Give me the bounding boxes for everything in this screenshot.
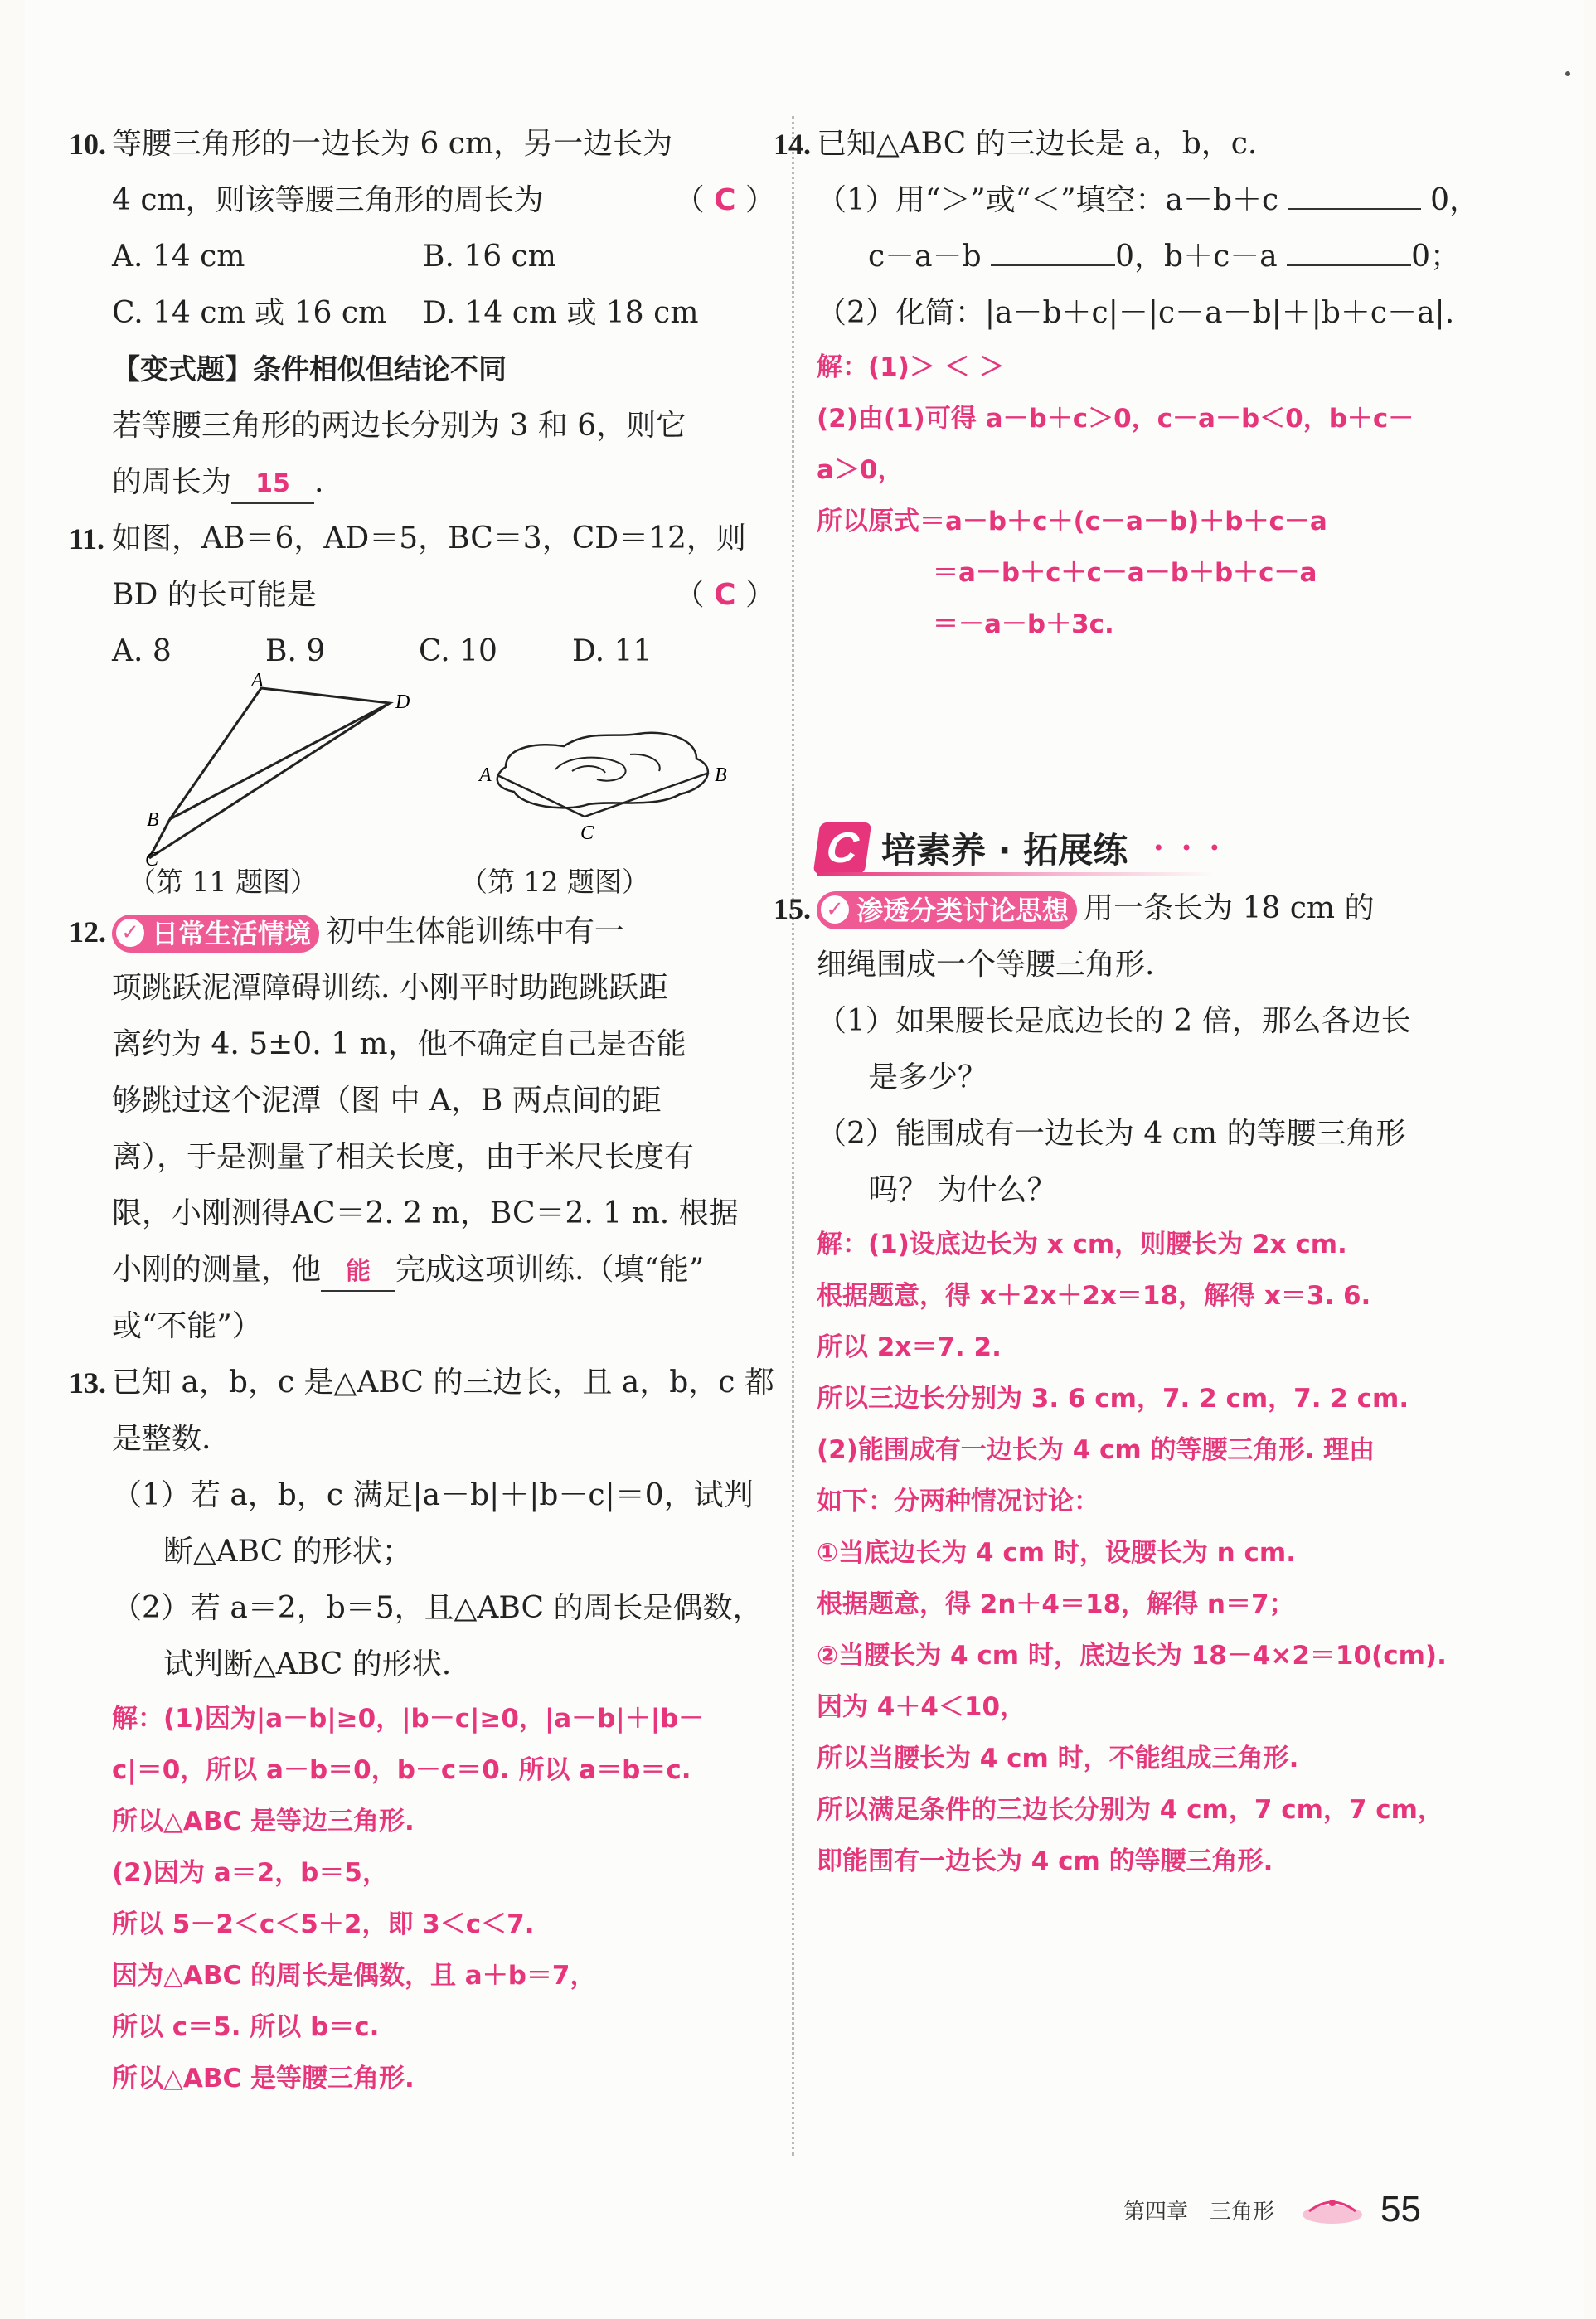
q14-line1: 14. 已知△ABC 的三边长是 a，b，c. [817,116,1497,172]
q13-sol-line: 所以 5－2＜c＜5＋2，即 3＜c＜7. [112,1909,535,1939]
section-dots: • • • [1152,837,1225,860]
fig11-label-a: A [251,670,264,691]
q14-sol-line: ＝－a－b＋3c. [933,609,1114,639]
q15-badge: ✓ 渗透分类讨论思想 [817,891,1077,929]
q15-number: 15. [774,892,811,925]
q11-option-b: B. 9 [265,634,326,668]
q15-sol-line: 根据题意，得 2n＋4＝18，解得 n＝7； [817,1589,1295,1619]
q12-number: 12. [69,915,106,948]
q10-line2 [112,172,775,229]
fig12-label-c: C [580,822,594,844]
q15-solution [817,1219,1497,1887]
variant-answer: 15 [255,469,290,498]
q10-line1 [69,116,775,172]
q13-line1: 13. 已知 a，b，c 是△ABC 的三边长，且 a，b，c 都 [112,1355,775,1411]
q10-answer-bracket: （ C ） [674,183,775,217]
q10-stem-2: 4 cm，则该等腰三角形的周长为 [112,183,544,217]
right-column [774,116,1497,650]
q14-line2: （1）用“＞”或“＜”填空：a－b＋c 0， [817,183,1480,217]
q15-sol-line: 因为 4＋4＜10， [817,1692,1026,1722]
q11-line1 [69,511,775,567]
fig12-label-b: B [715,764,727,786]
q15-sol-line: 所以满足条件的三边长分别为 4 cm，7 cm，7 cm， [817,1795,1443,1825]
q13-sol-line: 因为△ABC 的周长是偶数，且 a＋b＝7， [112,1961,596,1991]
variant-title: 【变式题】条件相似但结论不同 [112,353,507,386]
q15-line2: 细绳围成一个等腰三角形. [817,948,1155,982]
q12-line4: 够跳过这个泥潭（图 中 A，B 两点间的距 [112,1084,662,1118]
q12-answer: 能 [346,1257,371,1286]
q11-option-c: C. 10 [419,634,497,668]
q15-sol-line: 所以 2x＝7. 2. [817,1332,1002,1362]
column-divider [792,116,794,2156]
q12-line6: 限，小刚测得AC＝2. 2 m，BC＝2. 1 m. 根据 [112,1196,739,1230]
figures-svg [112,670,775,871]
q12-line1: 12. ✓ 日常生活情境 初中生体能训练中有一 [112,904,775,960]
q15-sol-line: 解：(1)设底边长为 x cm，则腰长为 2x cm. [817,1230,1347,1259]
q14-sol-line: a＞0， [817,455,904,485]
q11-number: 11. [69,522,105,555]
q12-line2: 项跳跃泥潭障碍训练. 小刚平时助跑跳跃距 [112,971,668,1005]
q10-option-a: A. 14 cm [112,240,245,274]
section-title: 培素养 · 拓展练 [881,830,1128,871]
publisher-logo-icon [1299,2193,1366,2226]
q15-line5: （2）能围成有一边长为 4 cm 的等腰三角形 [817,1117,1406,1151]
q10-option-d: D. 14 cm 或 18 cm [423,296,699,330]
section-letter: C [813,822,872,874]
corner-dot [1565,71,1570,76]
q15-sol-line: ②当腰长为 4 cm 时，底边长为 18－4×2＝10(cm). [817,1641,1447,1671]
q15-sol-line: 所以当腰长为 4 cm 时，不能组成三角形. [817,1744,1299,1773]
q15-block [774,881,1497,1887]
section-header [817,821,1225,876]
q13-number: 13. [69,1366,106,1400]
q15-line1: 15. ✓ 渗透分类讨论思想 用一条长为 18 cm 的 [817,881,1497,937]
q10-options-row2 [112,285,775,342]
q12-line5: 离），于是测量了相关长度，由于米尺长度有 [112,1140,695,1174]
q13-sol-line: 所以△ABC 是等边三角形. [112,1807,415,1836]
q12-badge: ✓ 日常生活情境 [112,915,319,953]
q15-sol-line: (2)能围成有一边长为 4 cm 的等腰三角形. 理由 [817,1435,1375,1465]
q13-line6: 试判断△ABC 的形状. [163,1647,452,1681]
variant-line1: 若等腰三角形的两边长分别为 3 和 6，则它 [112,409,686,443]
q11-answer: C [714,578,736,612]
page-footer [1123,2189,1421,2230]
q14-sol-line: ＝a－b＋c＋c－a－b＋b＋c－a [933,558,1317,588]
q11-option-a: A. 8 [112,634,172,668]
q11-answer-bracket: （ C ） [674,578,775,612]
fig11-caption: （第 11 题图） [129,866,318,898]
q15-sol-line: 如下：分两种情况讨论： [817,1487,1099,1516]
q13-sol-line: (2)因为 a＝2，b＝5， [112,1858,388,1888]
q13-solution [112,1693,775,2104]
q13-line2: 是整数. [112,1422,211,1456]
check-icon: ✓ [116,919,144,947]
q14-number: 14. [774,128,811,161]
q11-options [112,623,775,680]
fig11-label-c: C [145,849,159,871]
q14-sol-line: 所以原式＝a－b＋c＋(c－a－b)＋b＋c－a [817,507,1327,536]
fig11-label-d: D [395,691,410,713]
q10-stem-1: 等腰三角形的一边长为 6 cm，另一边长为 [112,127,673,161]
variant-line2: 的周长为 15 . [112,454,775,511]
q14-line3: c－a－b 0，b＋c－a 0； [868,240,1461,274]
figure-11 [145,670,410,871]
q12-line7: 小刚的测量，他 能 完成这项训练.（填“能” [112,1242,775,1298]
section-underline [817,872,1215,876]
page-number: 55 [1380,2189,1421,2229]
q14-line4: （2）化简：|a－b＋c|－|c－a－b|＋|b＋c－a|. [817,296,1455,330]
q13-line3: （1）若 a，b，c 满足|a－b|＋|b－c|＝0，试判 [112,1478,754,1512]
q10-option-b: B. 16 cm [423,240,556,274]
q13-sol-line: 解：(1)因为|a－b|≥0，|b－c|≥0，|a－b|＋|b－ [112,1704,705,1734]
q15-line3: （1）如果腰长是底边长的 2 倍，那么各边长 [817,1004,1411,1038]
figure-12 [478,733,727,844]
q13-sol-line: 所以 c＝5. 所以 b＝c. [112,2012,380,2042]
q14-sol-line: 解：(1)＞ ＜ ＞ [817,352,1005,382]
left-column [69,116,775,2104]
q11-stem-2: BD 的长可能是 [112,578,317,612]
q10-answer: C [714,183,736,217]
q10-number: 10. [69,128,106,161]
q10-options-row1 [112,229,775,285]
check-icon: ✓ [821,895,849,924]
q15-sol-line: 即能围有一边长为 4 cm 的等腰三角形. [817,1846,1273,1876]
q11-option-d: D. 11 [572,634,652,668]
q15-sol-line: 根据题意，得 x＋2x＋2x＝18，解得 x＝3. 6. [817,1281,1371,1311]
chapter-label: 第四章 三角形 [1123,2199,1275,2224]
q13-sol-line: c|＝0，所以 a－b＝0，b－c＝0. 所以 a＝b＝c. [112,1755,691,1785]
q11-line2 [112,567,775,623]
q12-line3: 离约为 4. 5±0. 1 m，他不确定自己是否能 [112,1027,686,1061]
q11-stem-1: 如图，AB＝6，AD＝5，BC＝3，CD＝12，则 [112,522,746,555]
q13-sol-line: 所以△ABC 是等腰三角形. [112,2064,415,2093]
q15-line4: 是多少？ [868,1060,988,1094]
q14-sol-line: (2)由(1)可得 a－b＋c＞0，c－a－b＜0，b＋c－ [817,404,1414,434]
q15-sol-line: ①当底边长为 4 cm 时，设腰长为 n cm. [817,1538,1296,1568]
q13-line5: （2）若 a＝2，b＝5，且△ABC 的周长是偶数， [112,1591,763,1625]
q13-line4: 断△ABC 的形状； [163,1535,412,1569]
fig11-label-b: B [147,809,159,831]
q14-solution [817,342,1497,650]
q10-option-c: C. 14 cm 或 16 cm [112,296,387,330]
fig12-label-a: A [479,764,492,786]
fig12-caption: （第 12 题图） [460,866,649,898]
q12-line8: 或“不能”） [112,1309,262,1343]
figures-row [112,670,775,904]
q15-sol-line: 所以三边长分别为 3. 6 cm，7. 2 cm，7. 2 cm. [817,1384,1409,1414]
q15-line6: 吗？ 为什么？ [868,1173,1057,1207]
